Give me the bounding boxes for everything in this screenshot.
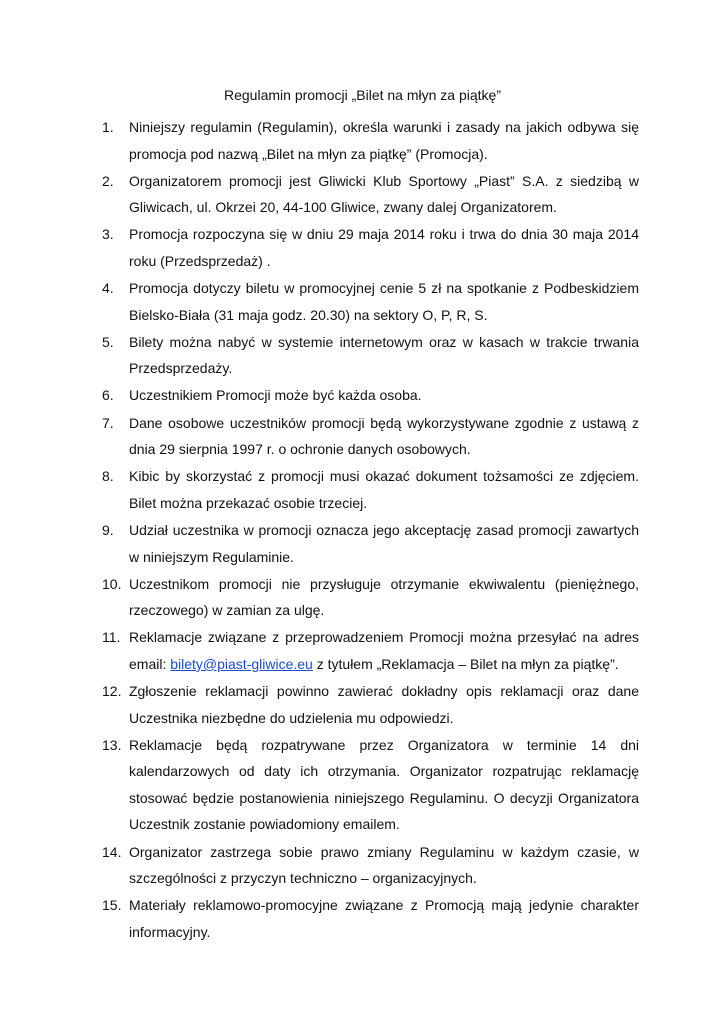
- rule-number: 6.: [102, 387, 114, 404]
- rule-text: Materiały reklamowo-promocyjne związane z Promocją mają jedynie charakter informacyjny.: [129, 897, 639, 940]
- rule-text: Promocja rozpoczyna się w dniu 29 maja 2014 roku i trwa do dnia 30 maja 2014 roku (Przedsprzedaż) .: [129, 226, 639, 269]
- rule-number: 8.: [102, 468, 114, 485]
- rule-number: 1.: [102, 119, 114, 135]
- rules-list: [102, 114, 639, 946]
- rule-text-after: z tytułem „Reklamacja – Bilet na młyn za piątkę”.: [312, 655, 619, 672]
- rule-text: Uczestnikom promocji nie przysługuje otrzymanie ekwiwalentu (pieniężnego, rzeczowego) w zamian za ulgę.: [129, 575, 639, 619]
- rule-number: 9.: [102, 521, 114, 538]
- document-title: Regulamin promocji „Bilet na młyn za piątkę”: [224, 87, 501, 103]
- rule-text: Kibic by skorzystać z promocji musi okazać dokument tożsamości ze zdjęciem. Bilet można przekazać osobie trzeciej.: [129, 468, 639, 511]
- rule-number: 14.: [102, 843, 122, 860]
- rule-item: [102, 382, 639, 409]
- rule-item: [102, 410, 639, 463]
- rule-number: 5.: [102, 333, 114, 350]
- rule-number: 12.: [102, 682, 122, 699]
- rule-item: [102, 732, 639, 838]
- rule-number: 11.: [102, 629, 121, 646]
- rule-item: [102, 517, 639, 570]
- rule-item: [102, 892, 639, 945]
- rule-item: [102, 114, 639, 167]
- rule-text: Zgłoszenie reklamacji powinno zawierać dokładny opis reklamacji oraz dane Uczestnika niezbędne do udzielenia mu odpowiedzi.: [129, 682, 639, 726]
- rule-number: 2.: [102, 172, 114, 189]
- rule-item: [102, 168, 639, 221]
- rule-text: Bilety można nabyć w systemie internetowym oraz w kasach w trakcie trwania Przedsprzedaży.: [129, 333, 639, 377]
- rule-number: 7.: [102, 414, 114, 431]
- rule-item: [102, 678, 639, 731]
- rule-number: 15.: [102, 897, 122, 914]
- rule-item: [102, 624, 639, 677]
- rule-text: Reklamacje będą rozpatrywane przez Organizatora w terminie 14 dni kalendarzowych od daty ich otrzymania. Organizator rozpatrując reklamację stosować będzie postanowienia niniejszego Regulaminu. O decyzji Organizatora Uczestnik zostanie powiadomiony emailem.: [129, 736, 639, 833]
- rule-item: [102, 571, 639, 624]
- rule-text: Udział uczestnika w promocji oznacza jego akceptację zasad promocji zawartych w niniejszym Regulaminie.: [129, 521, 639, 565]
- rule-number: 3.: [102, 226, 114, 243]
- rule-text: Niniejszy regulamin (Regulamin), określa warunki i zasady na jakich odbywa się promocja pod nazwą „Bilet na młyn za piątkę” (Promocja).: [129, 119, 639, 162]
- rule-item: [102, 839, 639, 892]
- rule-text: Promocja dotyczy biletu w promocyjnej cenie 5 zł na spotkanie z Podbeskidziem Bielsko-Biała (31 maja godz. 20.30) na sektory O, P, R, S.: [129, 280, 639, 323]
- email-link[interactable]: bilety@piast-gliwice.eu: [170, 655, 313, 672]
- rule-text: Organizator zastrzega sobie prawo zmiany Regulaminu w każdym czasie, w szczególności z przyczyn techniczno – organizacyjnych.: [129, 843, 639, 887]
- rule-text: Organizatorem promocji jest Gliwicki Klub Sportowy „Piast” S.A. z siedzibą w Gliwicach, ul. Okrzei 20, 44-100 Gliwice, zwany dalej Organizatorem.: [129, 172, 639, 216]
- rule-item: [102, 329, 639, 382]
- rule-text: Dane osobowe uczestników promocji będą wykorzystywane zgodnie z ustawą z dnia 29 sierpnia 1997 r. o ochronie danych osobowych.: [129, 414, 639, 458]
- rule-text: Uczestnikiem Promocji może być każda osoba.: [129, 387, 422, 404]
- rule-item: [102, 275, 639, 328]
- rule-number: 10.: [102, 575, 122, 592]
- rule-text: [129, 629, 639, 672]
- rule-number: 13.: [102, 736, 122, 753]
- rule-item: [102, 221, 639, 274]
- rule-number: 4.: [102, 280, 114, 297]
- rule-item: [102, 463, 639, 516]
- rule-text-before: Reklamacje związane z przeprowadzeniem Promocji można przesyłać na adres email:: [129, 629, 639, 672]
